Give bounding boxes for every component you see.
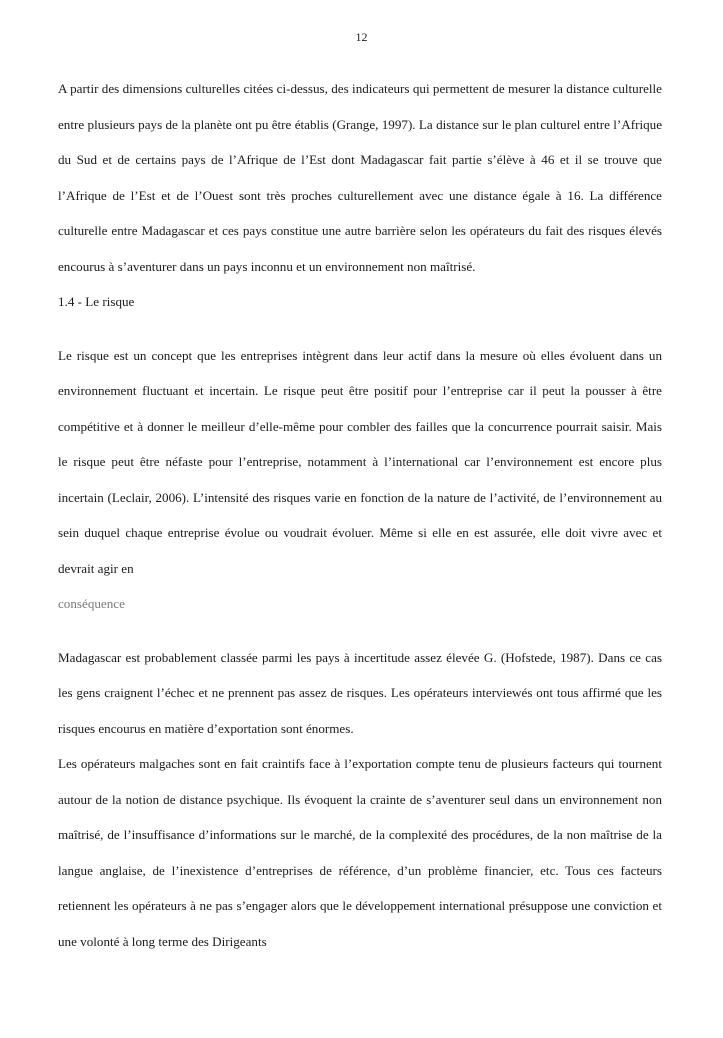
paragraph-madagascar-uncertainty: Madagascar est probablement classée parmi les pays à incertitude assez élevée G. (Hofstede, 1987). Dans ce cas les gens craignent l’échec et ne prennent pas assez de risques. Les opérateurs interviewés ont tous affirmé que les risques encourus en matière d’exportation sont énormes.: [58, 649, 662, 736]
spacer: [58, 320, 662, 338]
paragraph-cultural-distance: A partir des dimensions culturelles citées ci-dessus, des indicateurs qui permettent de mesurer la distance culturelle entre plusieurs pays de la planète ont pu être établis (Grange, 1997). La distance sur le plan culturel entre l’Afrique du Sud et de certains pays de l’Afrique de l’Est dont Madagascar fait partie s’élève à 46 et il se trouve que l’Afrique de l’Est et de l’Ouest sont très proches culturellement avec une distance égale à 16. La différence culturelle entre Madagascar et ces pays constitue une autre barrière selon les opérateurs du fait des risques élevés encourus à s’aventurer dans un pays inconnu et un environnement non maîtrisé.: [58, 81, 662, 274]
paragraph-risk-concept-ending: conséquence: [58, 596, 125, 611]
page-number: 12: [355, 30, 368, 44]
section-heading-risk: 1.4 - Le risque: [58, 294, 135, 309]
spacer: [58, 622, 662, 640]
paragraph-operators-fears: Les opérateurs malgaches sont en fait craintifs face à l’exportation compte tenu de plusieurs facteurs qui tournent autour de la notion de distance psychique. Ils évoquent la crainte de s’aventurer seul dans un environnement non maîtrisé, de l’insuffisance d’informations sur le marché, de la complexité des procédures, de la non maîtrise de la langue anglaise, de l’inexistence d’entreprises de référence, d’un problème financier, etc. Tous ces facteurs retiennent les opérateurs à ne pas s’engager alors que le développement international présuppose une conviction et une volonté à long terme des Dirigeants: [58, 756, 662, 949]
page-body: [58, 71, 662, 959]
paragraph-risk-concept: Le risque est un concept que les entreprises intègrent dans leur actif dans la mesure où elles évoluent dans un environnement fluctuant et incertain. Le risque peut être positif pour l’entreprise car il peut la pousser à être compétitive et à donner le meilleur d’elle-même pour combler des failles que la concurrence pourrait saisir. Mais le risque peut être néfaste pour l’entreprise, notamment à l’international car l’environnement est encore plus incertain (Leclair, 2006). L’intensité des risques varie en fonction de la nature de l’activité, de l’environnement au sein duquel chaque entreprise évolue ou voudrait évoluer. Même si elle en est assurée, elle doit vivre avec et devrait agir en: [58, 347, 662, 576]
